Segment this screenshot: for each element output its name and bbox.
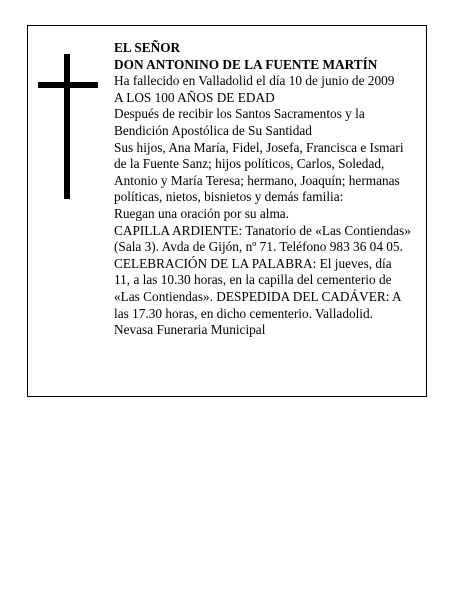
ceremony-line-2: 11, a las 10.30 horas, en la capilla del cementerio de bbox=[114, 272, 392, 288]
notice-text bbox=[114, 40, 420, 339]
cross-vertical-bar bbox=[64, 54, 70, 199]
ceremony-line-1: CELEBRACIÓN DE LA PALABRA: El jueves, día bbox=[114, 255, 392, 271]
family-line-4: políticas, nietos, bisnietos y demás familia: bbox=[114, 189, 344, 205]
death-date-line: Ha fallecido en Valladolid el día 10 de junio de 2009 bbox=[114, 73, 395, 89]
chapel-line-1: CAPILLA ARDIENTE: Tanatorio de «Las Contiendas» bbox=[114, 222, 411, 238]
prayer-request: Ruegan una oración por su alma. bbox=[114, 205, 290, 221]
title-line: EL SEÑOR bbox=[114, 40, 181, 55]
family-line-1: Sus hijos, Ana María, Fidel, Josefa, Francisca e Ismari bbox=[114, 139, 404, 155]
deceased-name: DON ANTONINO DE LA FUENTE MARTÍN bbox=[114, 56, 378, 72]
sacraments-line-2: Bendición Apostólica de Su Santidad bbox=[114, 122, 312, 138]
obituary-notice bbox=[27, 25, 427, 397]
age-line: A LOS 100 AÑOS DE EDAD bbox=[114, 89, 275, 105]
ceremony-line-3: «Las Contiendas». DESPEDIDA DEL CADÁVER: A bbox=[114, 288, 402, 304]
funeral-home: Nevasa Funeraria Municipal bbox=[114, 322, 266, 338]
sacraments-line-1: Después de recibir los Santos Sacramentos y la bbox=[114, 106, 365, 122]
chapel-line-2: (Sala 3). Avda de Gijón, nº 71. Teléfono 983 36 04 05. bbox=[114, 239, 403, 255]
family-line-3: Antonio y María Teresa; hermano, Joaquín; hermanas bbox=[114, 172, 400, 188]
cross-horizontal-bar bbox=[38, 82, 98, 88]
family-line-2: de la Fuente Sanz; hijos políticos, Carlos, Soledad, bbox=[114, 156, 385, 172]
cross-icon bbox=[38, 54, 98, 199]
ceremony-line-4: las 17.30 horas, en dicho cementerio. Valladolid. bbox=[114, 305, 373, 321]
